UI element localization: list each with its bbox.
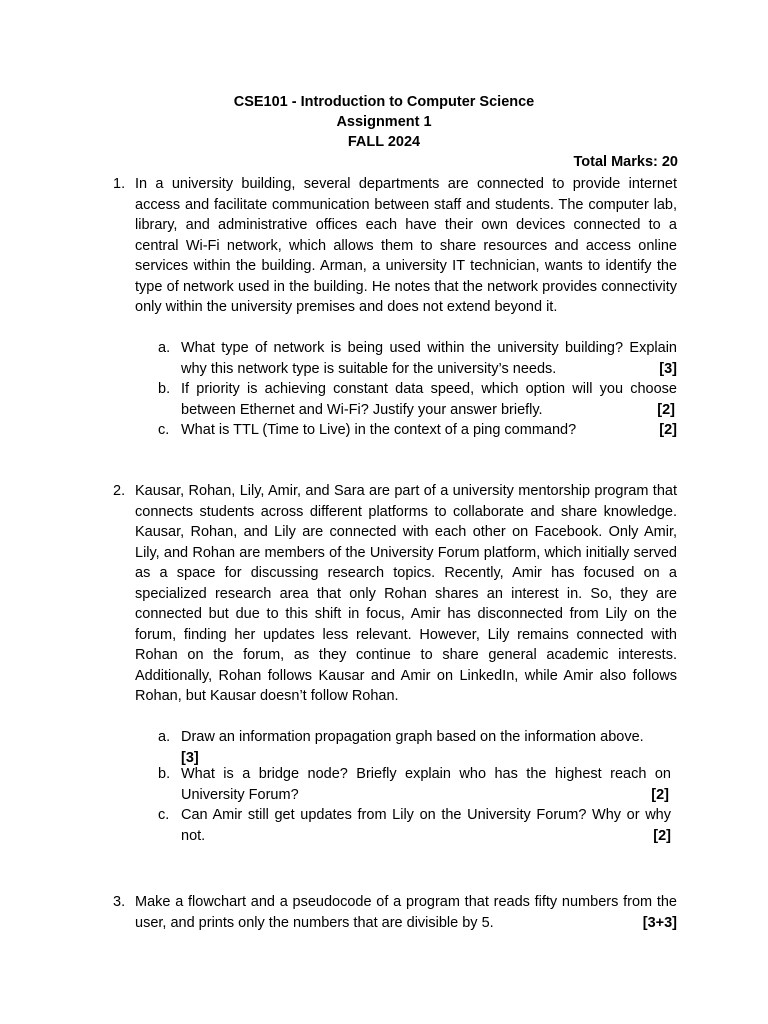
- question-3-body: Make a flowchart and a pseudocode of a program that reads fifty numbers from the user, and prints only the numbers that are divisible by 5.: [135, 894, 677, 931]
- part-letter: c.: [158, 807, 170, 823]
- term-title: FALL 2024: [347, 134, 421, 150]
- part-question: Draw an information propagation graph based on the information above.: [181, 729, 644, 745]
- part-text: [181, 727, 671, 768]
- part-marks: [2]: [653, 827, 671, 844]
- part-text: [181, 805, 671, 846]
- assignment-title: Assignment 1: [336, 114, 432, 130]
- question-1-number: 1.: [113, 176, 126, 192]
- part-text: [181, 338, 677, 379]
- part-question: What is a bridge node? Briefly explain who has the highest reach on University Forum?: [181, 766, 671, 803]
- part-marks: [3]: [659, 360, 677, 377]
- part-marks: [2]: [657, 401, 675, 418]
- question-2-text: Kausar, Rohan, Lily, Amir, and Sara are part of a university mentorship program that connects students across different platforms to collaborate and share knowledge. Kausar, Rohan, and Lily are connected with each other on Facebook. Only Amir, Lily, and Rohan are members of the University Forum platform, which initially served as a space for discussing research topics. Recently, Amir has focused on a specialized research area that only Rohan shares an interest in. So, they are connected but due to this shift in focus, Amir has disconnected from Lily on the forum, finding her updates less relevant. However, Lily remains connected with Rohan on the forum, as they continue to share general academic interests. Additionally, Rohan follows Kausar and Amir on LinkedIn, while Amir also follows Rohan, but Kausar doesn’t follow Rohan.: [135, 483, 677, 704]
- part-question: What is TTL (Time to Live) in the context of a ping command?: [181, 422, 577, 438]
- part-question: What type of network is being used within the university building? Explain why this network type is suitable for the university’s needs.: [181, 340, 677, 377]
- part-text: [181, 420, 677, 441]
- question-1-text: In a university building, several departments are connected to provide internet access and facilitate communication between staff and students. The computer lab, library, and administrative offices each have their own devices connected to a central Wi-Fi network, which allows them to share resources and access online services within the building. Arman, a university IT technician, wants to identify the type of network used in the building. He notes that the network provides connectivity only within the university premises and does not extend beyond it.: [135, 176, 677, 315]
- part-letter: b.: [158, 766, 171, 782]
- question-2-number: 2.: [113, 483, 126, 499]
- total-marks: Total Marks: 20: [573, 154, 678, 170]
- part-question: If priority is achieving constant data speed, which option will you choose between Ethernet and Wi-Fi? Justify your answer briefly.: [181, 381, 677, 418]
- question-3-text: [135, 892, 677, 933]
- course-title: CSE101 - Introduction to Computer Science: [233, 94, 535, 110]
- part-question: Can Amir still get updates from Lily on the University Forum? Why or why not.: [181, 807, 671, 844]
- part-letter: b.: [158, 381, 171, 397]
- part-marks: [2]: [659, 422, 677, 438]
- part-marks: [3]: [181, 749, 199, 766]
- part-letter: a.: [158, 729, 171, 745]
- question-3-marks: [3+3]: [642, 914, 677, 931]
- part-letter: c.: [158, 422, 170, 438]
- question-3-number: 3.: [113, 894, 126, 910]
- part-text: [181, 764, 671, 805]
- part-text: [181, 379, 677, 420]
- part-letter: a.: [158, 340, 171, 356]
- part-marks: [2]: [651, 786, 669, 803]
